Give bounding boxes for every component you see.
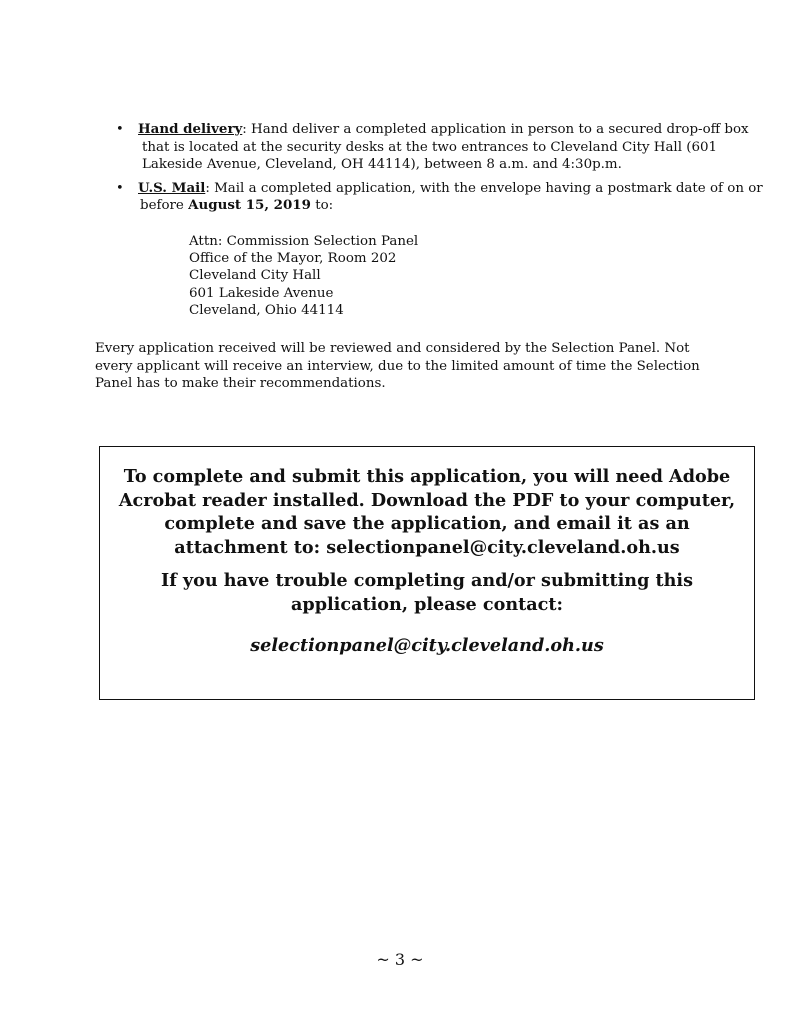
page-number: ~ 3 ~ <box>376 950 424 969</box>
submission-notice-box <box>99 446 755 700</box>
list-item-us-mail <box>116 180 776 215</box>
hand-delivery-body: : Hand deliver a completed application in person to a secured drop-off box that is located at the security desks at the two entrances to Cleveland City Hall (601 Lakeside Avenue, Cleveland, OH 44114), between 8 a.m. and 4:30p.m. <box>142 122 749 172</box>
us-mail-body: : Mail a completed application, with the envelope having a postmark date of on or before <box>140 180 763 213</box>
review-paragraph: Every application received will be reviewed and considered by the Selection Panel. Not every applicant will receive an interview, due to the limited amount of time the Selection Panel has to make their recommendations. <box>95 341 700 392</box>
address-line: 601 Lakeside Avenue <box>189 285 334 301</box>
address-line: Attn: Commission Selection Panel <box>189 234 419 249</box>
us-mail-text <box>138 180 776 215</box>
submission-methods-list <box>116 121 776 215</box>
notice-text <box>100 465 754 616</box>
address-line: Cleveland, Ohio 44114 <box>189 302 344 318</box>
contact-email-link[interactable]: selectionpanel@city.cleveland.oh.us <box>250 635 604 656</box>
mailing-address <box>189 233 418 319</box>
bullet-dot-icon: • <box>116 180 124 196</box>
postmark-deadline-date: August 15, 2019 <box>188 197 311 213</box>
notice-instructions: To complete and submit this application, you will need Adobe Acrobat reader installed. Download the PDF to your computer, complete and save the application, and email it as an attachment to: selectionpanel@city.cleveland.oh.us <box>118 466 736 558</box>
us-mail-body-end: to: <box>310 198 334 213</box>
address-line: Office of the Mayor, Room 202 <box>189 251 397 267</box>
hand-delivery-heading: Hand delivery <box>138 121 243 137</box>
address-line: Cleveland City Hall <box>189 268 321 284</box>
hand-delivery-text <box>138 121 776 174</box>
us-mail-heading: U.S. Mail <box>138 179 206 196</box>
notice-contact-prompt: If you have trouble completing and/or submitting this application, please contact: <box>160 570 694 615</box>
bullet-dot-icon: • <box>116 122 124 137</box>
list-item-hand-delivery <box>116 121 776 174</box>
